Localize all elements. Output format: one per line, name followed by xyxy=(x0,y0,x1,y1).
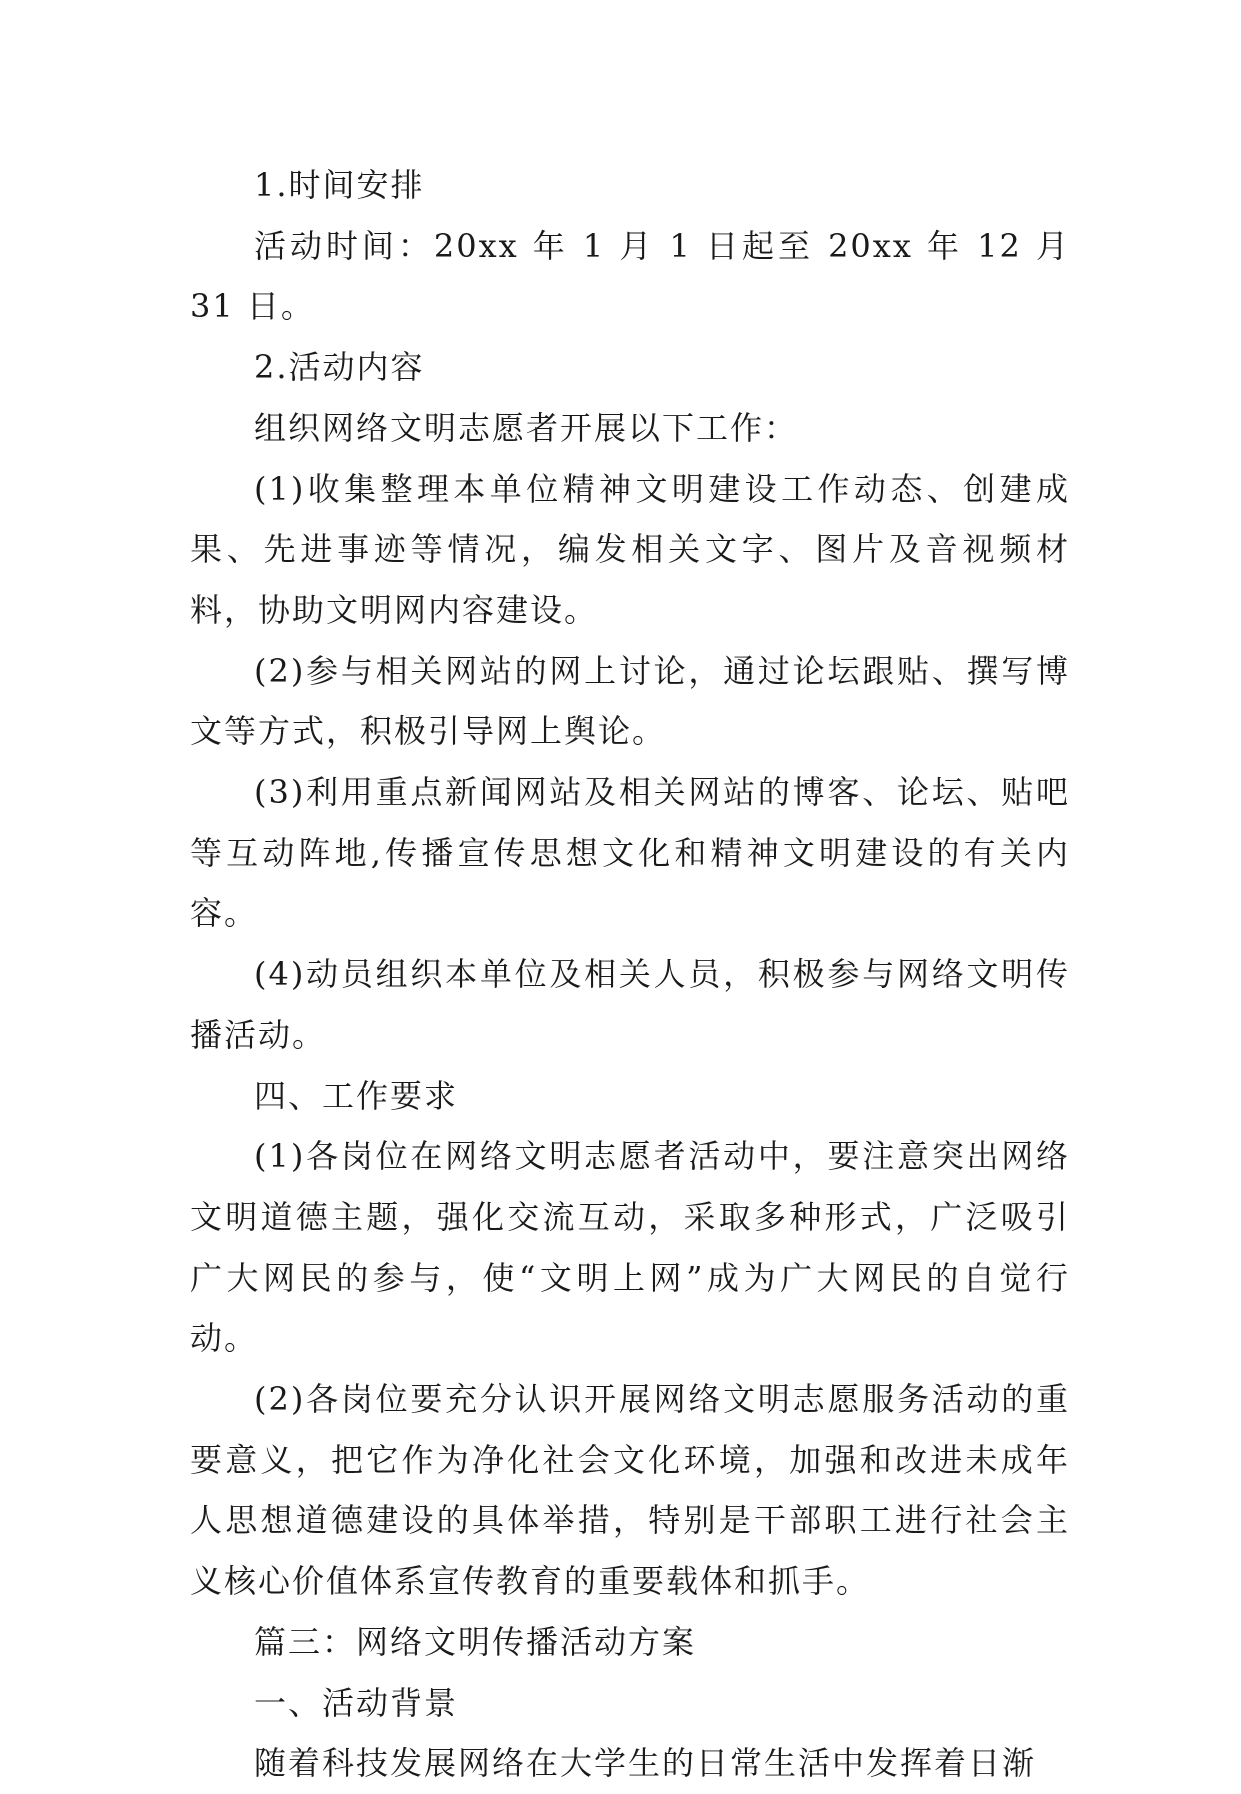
section-heading-background: 一、活动背景 xyxy=(254,1683,459,1722)
paragraph-requirement-2: (2)各岗位要充分认识开展网络文明志愿服务活动的重要意义，把它作为净化社会文化环境，加强和改进未成年人思想道德建设的具体举措，特别是干部职工进行社会主义核心价值体系宣传教育的重要载体和抓手。 xyxy=(190,1380,1070,1601)
paragraph-activity-time: 活动时间：20xx 年 1 月 1 日起至 20xx 年 12 月 31 日。 xyxy=(190,226,1070,326)
paragraph-item-1: (1)收集整理本单位精神文明建设工作动态、创建成果、先进事迹等情况，编发相关文字、图片及音视频材料，协助文明网内容建设。 xyxy=(190,469,1070,629)
paragraph-requirement-1: (1)各岗位在网络文明志愿者活动中，要注意突出网络文明道德主题，强化交流互动，采取多种形式，广泛吸引广大网民的参与，使“文明上网”成为广大网民的自觉行动。 xyxy=(190,1137,1070,1358)
paragraph-background: 随着科技发展网络在大学生的日常生活中发挥着日渐 xyxy=(254,1744,1037,1783)
chapter-title: 篇三：网络文明传播活动方案 xyxy=(254,1622,697,1661)
document-body xyxy=(190,155,1070,1794)
paragraph-item-4: (4)动员组织本单位及相关人员，积极参与网络文明传播活动。 xyxy=(190,955,1070,1054)
paragraph-organize: 组织网络文明志愿者开展以下工作： xyxy=(254,408,799,447)
paragraph-item-3: (3)利用重点新闻网站及相关网站的博客、论坛、贴吧等互动阵地,传播宣传思想文化和精神文明建设的有关内容。 xyxy=(190,773,1070,933)
section-heading-requirements: 四、工作要求 xyxy=(254,1076,459,1115)
paragraph-item-2: (2)参与相关网站的网上讨论，通过论坛跟贴、撰写博文等方式，积极引导网上舆论。 xyxy=(190,651,1070,751)
section-heading-time: 1.时间安排 xyxy=(254,166,425,204)
section-heading-content: 2.活动内容 xyxy=(254,348,425,387)
